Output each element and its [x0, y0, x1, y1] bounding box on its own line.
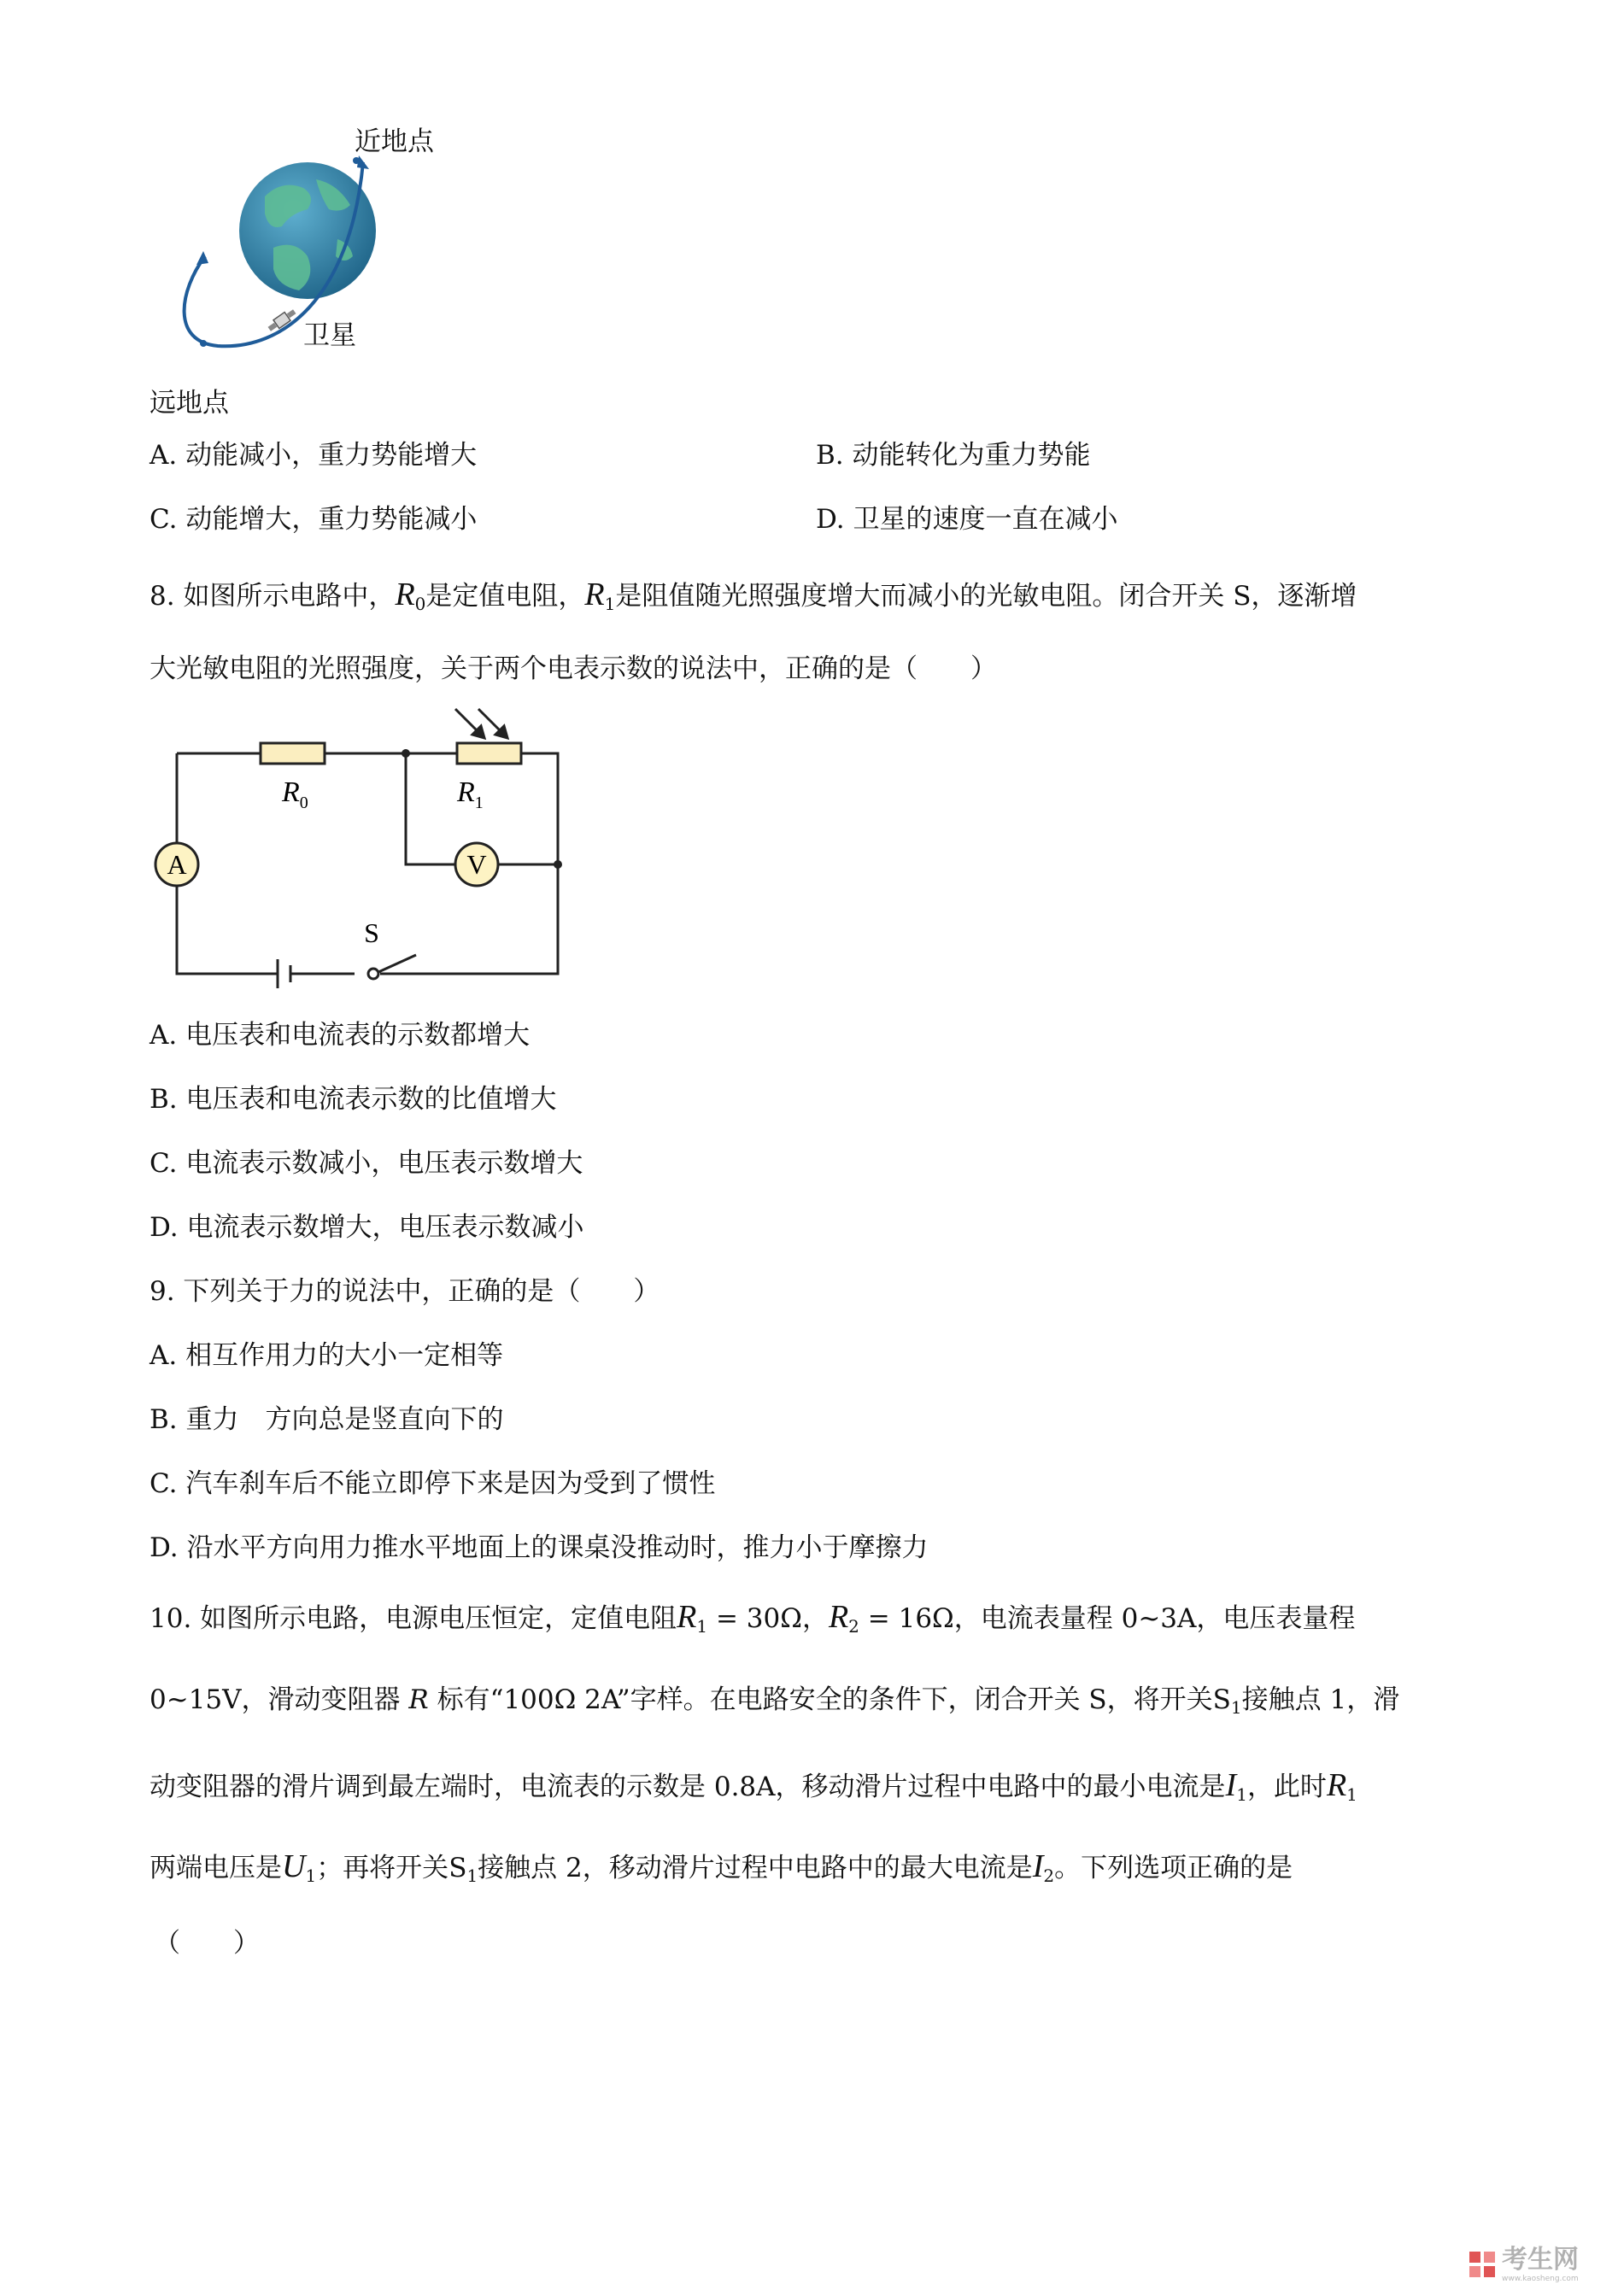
q8-circuit-diagram: [150, 700, 577, 991]
watermark: [1468, 2246, 1604, 2287]
apogee-label: 远地点: [150, 388, 229, 419]
q9-option-c: C. 汽车刹车后不能立即停下来是因为受到了惯性: [150, 1468, 716, 1499]
resistor-r1: [457, 743, 521, 764]
perigee-label: 近地点: [355, 126, 434, 157]
ammeter-label: A: [167, 849, 187, 880]
q7-option-d: D. 卫星的速度一直在减小: [816, 504, 1118, 535]
watermark-brand: 考生网: [1502, 2245, 1579, 2275]
q8-option-a: A. 电压表和电流表的示数都增大: [150, 1020, 531, 1051]
q10-line1: 10. 如图所示电路，电源电压恒定，定值电阻$R_1 = 30\Omega$，$R_2 = 16\Omega$，电流表量程 0~3A，电压表量程: [150, 1599, 1356, 1637]
resistor-r0: [261, 743, 325, 764]
orbit-arrow-bottom: [196, 251, 208, 265]
q8-option-c: C. 电流表示数减小，电压表示数增大: [150, 1148, 583, 1179]
q9-option-d: D. 沿水平方向用力推水平地面上的课桌没推动时，推力小于摩擦力: [150, 1532, 929, 1563]
q9-option-a: A. 相互作用力的大小一定相等: [150, 1340, 504, 1371]
q10-line4: 两端电压是$U_1$；再将开关$S_1$接触点 2，移动滑片过程中电路中的最大电流是$I_2$。下列选项正确的是: [150, 1848, 1293, 1886]
q8-stem-line1: 8. 如图所示电路中，$R_0$是定值电阻，$R_1$是阻值随光照强度增大而减小的光敏电阻。闭合开关 S，逐渐增: [150, 577, 1357, 614]
battery: [278, 959, 290, 988]
q7-option-b: B. 动能转化为重力势能: [816, 440, 1091, 471]
q10-line3: 动变阻器的滑片调到最左端时，电流表的示数是 0.8A，移动滑片过程中电路中的最小电流是$I_1$，此时$R_1$: [150, 1767, 1357, 1805]
q8-option-b: B. 电压表和电流表示数的比值增大: [150, 1084, 557, 1115]
q7-option-a: A. 动能减小，重力势能增大: [150, 440, 478, 471]
q9-stem: 9. 下列关于力的说法中，正确的是（ ）: [150, 1276, 660, 1307]
watermark-logo-icon: [1468, 2250, 1497, 2279]
switch-label: S: [364, 917, 379, 948]
q7-option-c: C. 动能增大，重力势能减小: [150, 504, 478, 535]
apogee-point: [200, 340, 207, 347]
q9-option-b: B. 重力 方向总是竖直向下的: [150, 1404, 504, 1435]
watermark-url: www.kaosheng.com: [1502, 2275, 1579, 2283]
voltmeter-label: V: [466, 849, 487, 880]
light-arrows: [455, 709, 507, 738]
q10-blank: （ ）: [154, 1928, 260, 1959]
q8-option-d: D. 电流表示数增大，电压表示数减小: [150, 1212, 584, 1243]
switch-s: [368, 955, 558, 979]
satellite-label: 卫星: [303, 320, 356, 351]
satellite-orbit-figure: [145, 145, 384, 401]
r0-label: $R_0$: [282, 776, 308, 812]
r1-label: $R_1$: [457, 776, 484, 812]
q8-stem-line2: 大光敏电阻的光照强度，关于两个电表示数的说法中，正确的是（ ）: [150, 653, 997, 684]
junction-top: [402, 749, 410, 758]
junction-right: [554, 860, 562, 869]
q10-line2: 0~15V，滑动变阻器 R 标有“100Ω 2A”字样。在电路安全的条件下，闭合开关 S，将开关$S_1$接触点 1，滑: [150, 1684, 1400, 1718]
